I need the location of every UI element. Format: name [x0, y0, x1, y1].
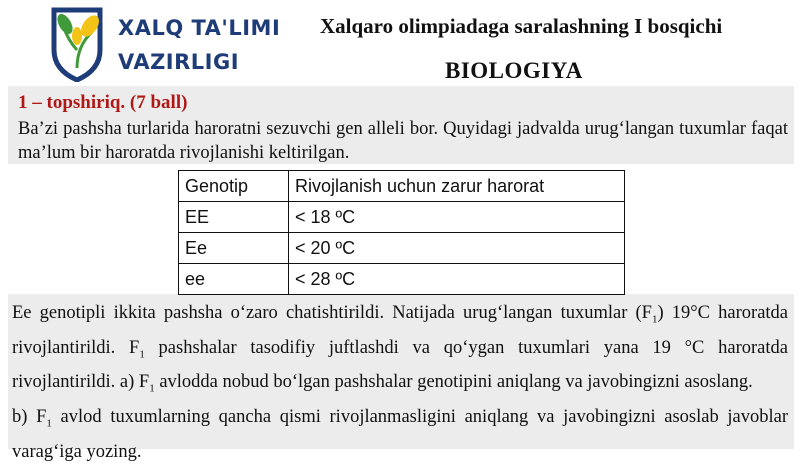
table-header-row [179, 171, 625, 202]
olympiad-title: Xalqaro olimpiadaga saralashning I bosqichi [320, 14, 723, 38]
temperature-cell: < 20 ºC [289, 233, 625, 264]
column-header-genotype: Genotip [179, 171, 289, 202]
subject-title: BIOLOGIYA [445, 58, 583, 83]
logo-text-line2: VAZIRLIGI [118, 50, 240, 74]
genotype-cell: EE [179, 202, 289, 233]
task-title: 1 – topshiriq. (7 ball) [18, 92, 188, 113]
genotype-table [178, 170, 625, 295]
temperature-cell: < 18 ºC [289, 202, 625, 233]
column-header-temperature: Rivojlanish uchun zarur harorat [289, 171, 625, 202]
question-paragraph-b: b) $F_1$ avlod tuxumlarning qancha qismi rivojlanmasligini aniqlang va javobingizni asoslab javoblar varag‘iga yozing. [12, 407, 788, 462]
leaf-shield-logo-icon [46, 6, 108, 82]
task-intro: Ba’zi pashsha turlarida haroratni sezuvchi gen alleli bor. Quyidagi jadvalda urug‘langan tuxumlar faqat ma’lum bir haroratda rivojlanishi keltirilgan. [18, 119, 788, 163]
table-row [179, 264, 625, 295]
question-paragraph-a: Ee genotipli ikkita pashsha o‘zaro chatishtirildi. Natijada urug‘langan tuxumlar $(F_1)$ 19°C haroratda rivojlantirildi. $F_1$ pashshalar tasodifiy juftlashdi va qo‘ygan tuxumlari yana 19 °C haroratda rivojlantirildi. a) $F_1$ avlodda nobud bo‘lgan pashshalar genotipini aniqlang va javobingizni asoslang. [12, 303, 789, 396]
logo-text-line1: XALQ TA'LIMI [118, 16, 281, 40]
genotype-cell: Ee [179, 233, 289, 264]
temperature-cell: < 28 ºC [289, 264, 625, 295]
genotype-cell: ee [179, 264, 289, 295]
ministry-logo [46, 6, 296, 84]
table-row [179, 233, 625, 264]
question-text [12, 299, 788, 466]
table-row [179, 202, 625, 233]
